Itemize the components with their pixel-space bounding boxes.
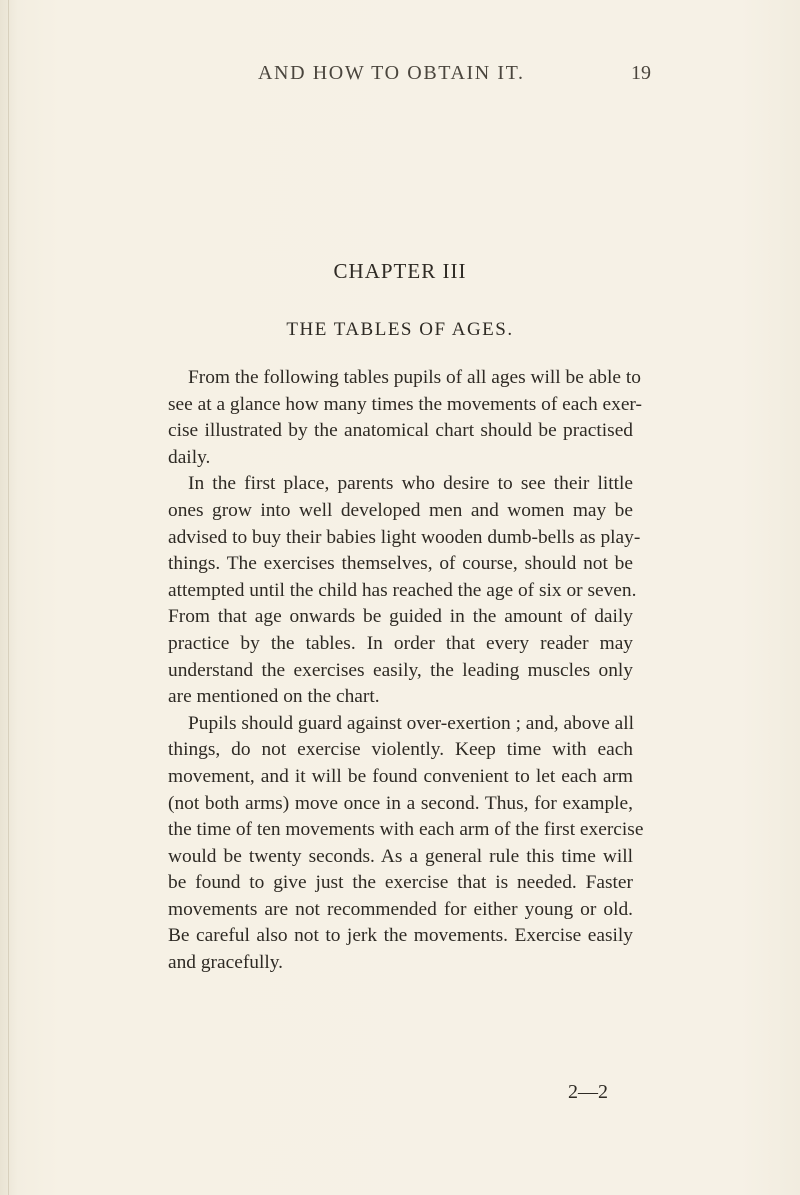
text-line: cise illustrated by the anatomical chart should be practised: [168, 420, 633, 442]
text-line: things, do not exercise violently. Keep time with each: [168, 739, 633, 761]
text-line: From that age onwards be guided in the amount of daily: [168, 606, 633, 628]
running-head: AND HOW TO OBTAIN IT.: [258, 62, 525, 84]
text-line: Pupils should guard against over-exertion ; and, above all: [188, 712, 635, 734]
text-line: movement, and it will be found convenient to let each arm: [168, 765, 633, 787]
text-line: would be twenty seconds. As a general rule this time will: [168, 845, 633, 867]
text-line: and gracefully.: [168, 952, 284, 974]
text-line: are mentioned on the chart.: [168, 686, 380, 708]
text-line: see at a glance how many times the movements of each exer-: [168, 393, 642, 415]
text-line: daily.: [168, 446, 211, 468]
text-line: be found to give just the exercise that is needed. Faster: [168, 872, 633, 894]
chapter-heading: CHAPTER III: [333, 259, 467, 283]
text-line: (not both arms) move once in a second. Thus, for example,: [168, 792, 633, 814]
body-text: [168, 365, 644, 977]
text-line: ones grow into well developed men and women may be: [168, 499, 633, 521]
text-line: advised to buy their babies light wooden dumb-bells as play-: [168, 526, 641, 548]
paragraph: [168, 471, 641, 710]
text-line: From the following tables pupils of all ages will be able to: [188, 367, 641, 388]
text-line: In the first place, parents who desire to see their little: [188, 473, 633, 495]
chapter-title: THE TABLES OF AGES.: [286, 319, 514, 340]
text-line: the time of ten movements with each arm of the first exercise: [168, 819, 644, 841]
text-line: movements are not recommended for either young or old.: [168, 898, 633, 920]
text-line: understand the exercises easily, the leading muscles only: [168, 659, 633, 681]
text-line: attempted until the child has reached the age of six or seven.: [168, 579, 637, 601]
signature-mark: 2—2: [568, 1081, 608, 1103]
text-line: things. The exercises themselves, of course, should not be: [168, 553, 633, 575]
page-gutter: [8, 0, 9, 1195]
paragraph: [168, 365, 642, 471]
page-number: 19: [631, 62, 651, 84]
text-line: Be careful also not to jerk the movements. Exercise easily: [168, 925, 633, 947]
text-line: practice by the tables. In order that every reader may: [168, 632, 633, 654]
paragraph: [168, 711, 644, 977]
